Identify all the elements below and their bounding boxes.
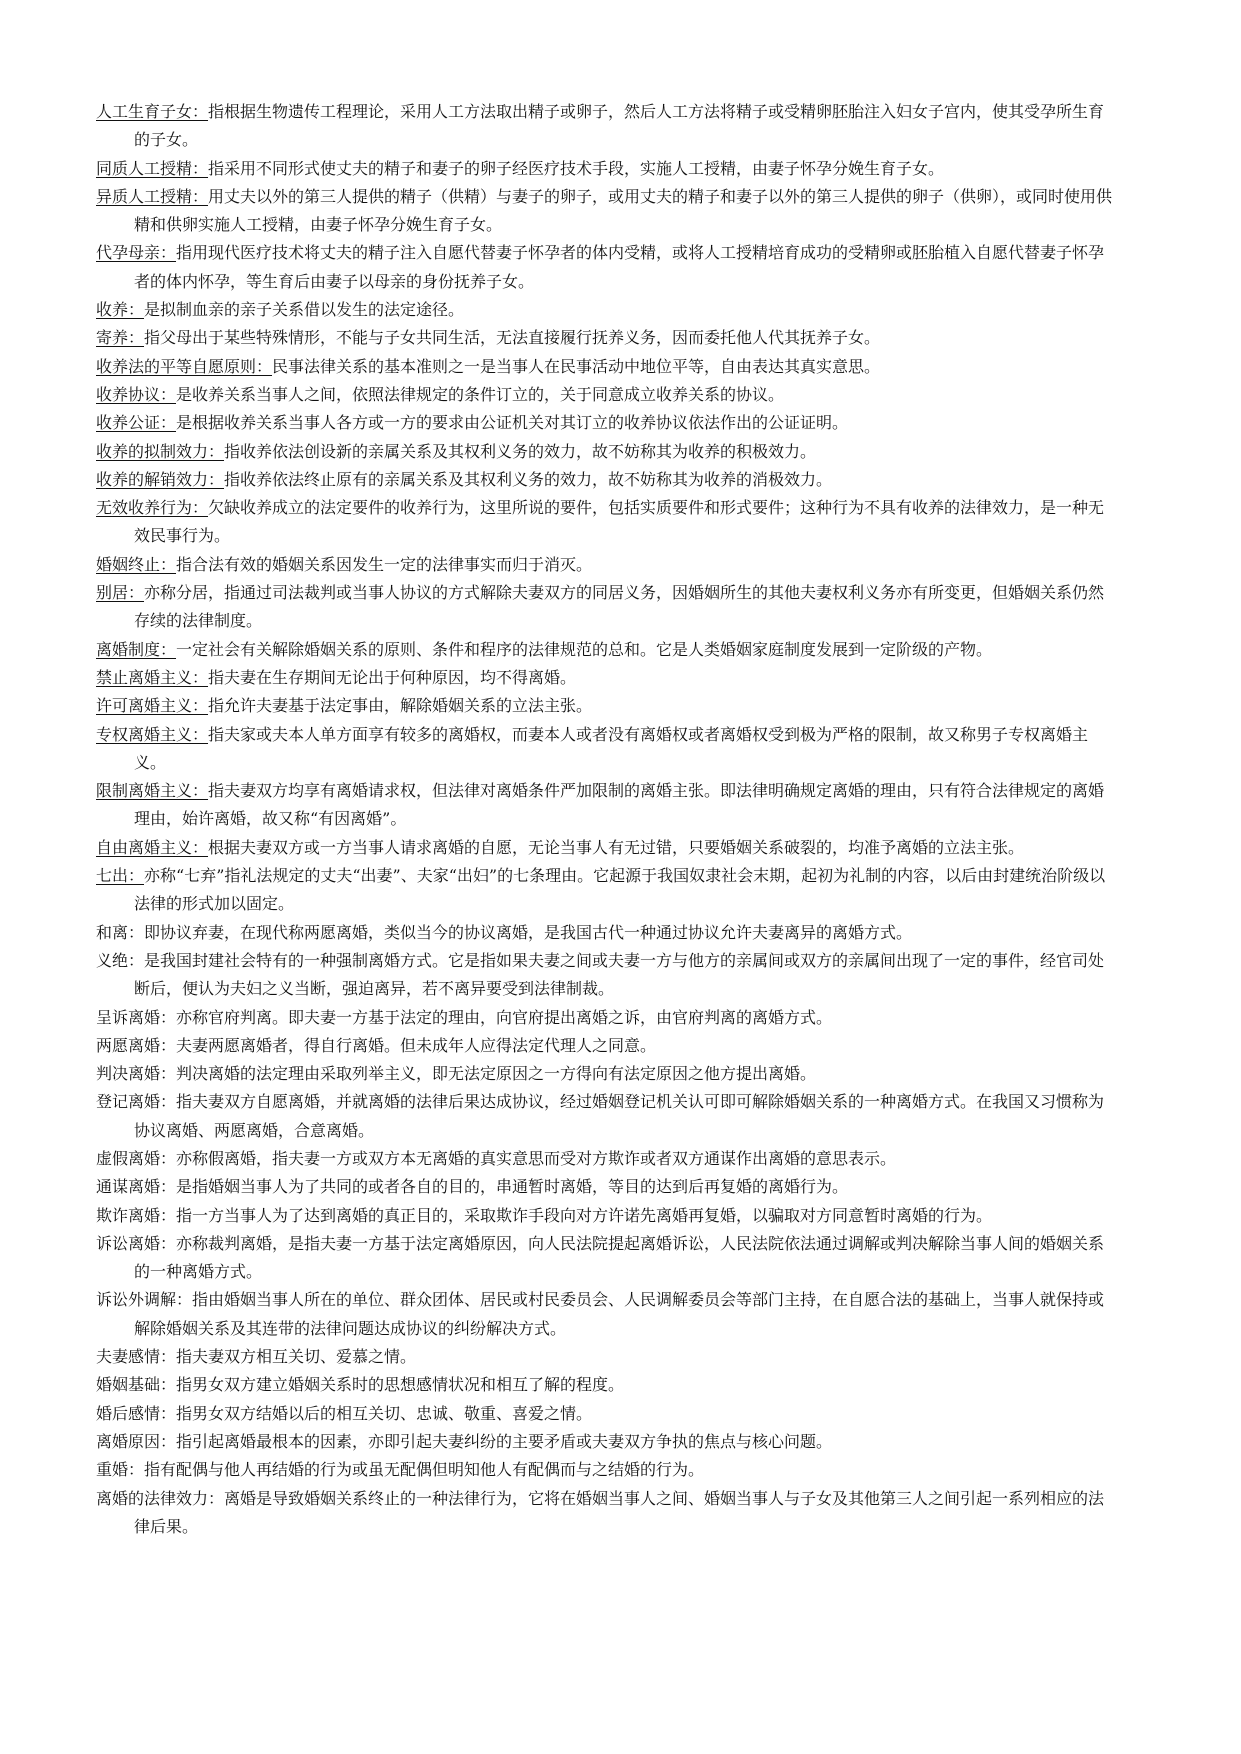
entry-definition: 根据夫妻双方或一方当事人请求离婚的自愿，无论当事人有无过错，只要婚姻关系破裂的，均准予离婚的立法主张。 [208,837,1025,857]
entry-term: 诉讼离婚： [96,1233,177,1253]
entry-definition: 亦称分居，指通过司法裁判或当事人协议的方式解除夫妻双方的同居义务，因婚姻所生的其他夫妻权利义务亦有所变更，但婚姻关系仍然存续的法律制度。 [134,583,1105,631]
entry-term: 收养法的平等自愿原则： [96,356,273,376]
entry-term: 收养的拟制效力： [96,441,225,461]
entry-term: 婚后感情： [96,1403,177,1423]
entry-definition: 判决离婚的法定理由采取列举主义，即无法定原因之一方得向有法定原因之他方提出离婚。 [176,1064,817,1084]
entry-definition: 一定社会有关解除婚姻关系的原则、条件和程序的法律规范的总和。它是人类婚姻家庭制度发展到一定阶级的产物。 [176,639,993,659]
glossary-entry [96,1400,1116,1428]
entry-term: 通谋离婚： [96,1177,177,1197]
entry-definition: 指夫妻双方相互关切、爱慕之情。 [176,1347,417,1367]
glossary-list [96,98,1116,1541]
entry-term: 诉讼外调解： [96,1290,193,1310]
entry-term: 限制离婚主义： [96,781,209,801]
entry-term: 别居： [96,583,145,603]
entry-definition: 指一方当事人为了达到离婚的真正目的，采取欺诈手段向对方许诺先离婚再复婚，以骗取对方同意暂时离婚的行为。 [176,1205,993,1225]
entry-definition: 指收养依法终止原有的亲属关系及其权利义务的效力，故不妨称其为收养的消极效力。 [224,469,833,489]
glossary-entry [96,409,1116,437]
entry-term: 夫妻感情： [96,1347,177,1367]
entry-definition: 是指婚姻当事人为了共同的或者各自的目的，串通暂时离婚，等目的达到后再复婚的离婚行为。 [176,1177,849,1197]
entry-term: 收养协议： [96,384,177,404]
entry-term: 虚假离婚： [96,1148,177,1168]
glossary-entry [96,1088,1116,1145]
glossary-entry [96,324,1116,352]
entry-term: 两愿离婚： [96,1035,177,1055]
entry-term: 人工生育子女： [96,102,209,121]
entry-definition: 指根据生物遗传工程理论，采用人工方法取出精子或卵子，然后人工方法将精子或受精卵胚胎注入妇女子宫内，使其受孕所生育的子女。 [134,102,1105,150]
glossary-entry [96,494,1116,551]
glossary-entry [96,664,1116,692]
glossary-entry [96,296,1116,324]
glossary-entry [96,353,1116,381]
entry-definition: 指夫家或夫本人单方面享有较多的离婚权，而妻本人或者没有离婚权或者离婚权受到极为严格的限制，故又称男子专权离婚主义。 [134,724,1089,772]
entry-term: 和离： [96,922,145,942]
entry-definition: 离婚是导致婚姻关系终止的一种法律行为，它将在婚姻当事人之间、婚姻当事人与子女及其他第三人之间引起一系列相应的法律后果。 [134,1488,1105,1536]
entry-term: 寄养： [96,328,145,348]
entry-definition: 指收养依法创设新的亲属关系及其权利义务的效力，故不妨称其为收养的积极效力。 [224,441,817,461]
glossary-entry [96,1032,1116,1060]
glossary-entry [96,1004,1116,1032]
glossary-entry [96,466,1116,494]
entry-definition: 指引起离婚最根本的因素，亦即引起夫妻纠纷的主要矛盾或夫妻双方争执的焦点与核心问题。 [176,1431,833,1451]
entry-term: 收养： [96,300,145,320]
glossary-entry [96,155,1116,183]
entry-term: 异质人工授精： [96,186,209,206]
entry-definition: 是拟制血亲的亲子关系借以发生的法定途径。 [144,300,465,320]
entry-definition: 亦称“七弃”指礼法规定的丈夫“出妻”、夫家“出妇”的七条理由。它起源于我国奴隶社会末期，起初为礼制的内容，以后由封建统治阶级以法律的形式加以固定。 [134,866,1106,914]
entry-definition: 是我国封建社会特有的一种强制离婚方式。它是指如果夫妻之间或夫妻一方与他方的亲属间或双方的亲属间出现了一定的事件，经官司处断后，便认为夫妇之义当断，强迫离异，若不离异要受到法律制裁。 [134,950,1105,999]
entry-definition: 是收养关系当事人之间，依照法律规定的条件订立的，关于同意成立收养关系的协议。 [176,384,785,404]
entry-definition: 指男女双方结婚以后的相互关切、忠诚、敬重、喜爱之情。 [176,1403,593,1423]
entry-term: 重婚： [96,1460,145,1480]
entry-definition: 民事法律关系的基本准则之一是当事人在民事活动中地位平等，自由表达其真实意思。 [272,356,881,376]
glossary-entry [96,1145,1116,1173]
entry-definition: 用丈夫以外的第三人提供的精子（供精）与妻子的卵子，或用丈夫的精子和妻子以外的第三人提供的卵子（供卵），或同时使用供精和供卵实施人工授精，由妻子怀孕分娩生育子女。 [134,186,1113,235]
entry-term: 许可离婚主义： [96,696,209,716]
glossary-entry [96,1428,1116,1456]
entry-definition: 欠缺收养成立的法定要件的收养行为，这里所说的要件，包括实质要件和形式要件；这种行为不具有收养的法律效力，是一种无效民事行为。 [134,498,1105,546]
glossary-entry [96,862,1116,919]
entry-term: 同质人工授精： [96,158,209,178]
glossary-entry [96,1485,1116,1542]
entry-term: 离婚的法律效力： [96,1488,225,1508]
glossary-entry [96,239,1116,296]
glossary-entry [96,183,1116,240]
entry-definition: 指夫妻双方自愿离婚，并就离婚的法律后果达成协议，经过婚姻登记机关认可即可解除婚姻关系的一种离婚方式。在我国又习惯称为协议离婚、两愿离婚，合意离婚。 [134,1092,1105,1140]
entry-term: 义绝： [96,950,145,970]
glossary-entry [96,1173,1116,1201]
entry-term: 离婚原因： [96,1431,177,1451]
entry-term: 代孕母亲： [96,243,177,263]
glossary-entry [96,438,1116,466]
glossary-entry [96,1202,1116,1230]
entry-term: 自由离婚主义： [96,837,209,857]
entry-term: 禁止离婚主义： [96,667,209,687]
entry-definition: 指由婚姻当事人所在的单位、群众团体、居民或村民委员会、人民调解委员会等部门主持，在自愿合法的基础上，当事人就保持或解除婚姻关系及其连带的法律问题达成协议的纠纷解决方式。 [134,1290,1105,1338]
glossary-entry [96,551,1116,579]
entry-term: 无效收养行为： [96,498,209,518]
entry-term: 婚姻基础： [96,1375,177,1395]
entry-definition: 亦称假离婚，指夫妻一方或双方本无离婚的真实意思而受对方欺诈或者双方通谋作出离婚的意思表示。 [176,1148,897,1168]
glossary-entry [96,579,1116,636]
entry-definition: 亦称裁判离婚，是指夫妻一方基于法定离婚原因，向人民法院提起离婚诉讼，人民法院依法通过调解或判决解除当事人间的婚姻关系的一种离婚方式。 [134,1233,1105,1282]
entry-term: 判决离婚： [96,1064,177,1084]
glossary-entry [96,721,1116,778]
entry-term: 呈诉离婚： [96,1007,177,1027]
entry-term: 收养公证： [96,413,177,433]
glossary-entry [96,1343,1116,1371]
glossary-entry [96,1456,1116,1484]
entry-term: 七出： [96,866,145,886]
entry-definition: 指合法有效的婚姻关系因发生一定的法律事实而归于消灭。 [176,554,593,574]
entry-definition: 夫妻两愿离婚者，得自行离婚。但未成年人应得法定代理人之同意。 [176,1035,657,1055]
glossary-entry [96,919,1116,947]
entry-definition: 指用现代医疗技术将丈夫的精子注入自愿代替妻子怀孕者的体内受精，或将人工授精培育成功的受精卵或胚胎植入自愿代替妻子怀孕者的体内怀孕，等生育后由妻子以母亲的身份抚养子女。 [134,243,1105,291]
glossary-entry [96,1060,1116,1088]
entry-term: 收养的解销效力： [96,469,225,489]
entry-definition: 亦称官府判离。即夫妻一方基于法定的理由，向官府提出离婚之诉，由官府判离的离婚方式。 [176,1007,833,1027]
entry-term: 欺诈离婚： [96,1205,177,1225]
glossary-entry [96,947,1116,1004]
glossary-entry [96,834,1116,862]
glossary-entry [96,1371,1116,1399]
entry-definition: 即协议弃妻，在现代称两愿离婚，类似当今的协议离婚，是我国古代一种通过协议允许夫妻离异的离婚方式。 [144,922,913,942]
entry-definition: 指有配偶与他人再结婚的行为或虽无配偶但明知他人有配偶而与之结婚的行为。 [144,1460,705,1480]
entry-term: 专权离婚主义： [96,724,209,744]
entry-term: 登记离婚： [96,1092,177,1112]
entry-term: 离婚制度： [96,639,177,659]
entry-definition: 指采用不同形式使丈夫的精子和妻子的卵子经医疗技术手段，实施人工授精，由妻子怀孕分娩生育子女。 [208,158,945,178]
document-page [96,98,1116,1541]
glossary-entry [96,381,1116,409]
glossary-entry [96,636,1116,664]
entry-definition: 指夫妻双方均享有离婚请求权，但法律对离婚条件严加限制的离婚主张。即法律明确规定离婚的理由，只有符合法律规定的离婚理由，始许离婚，故又称“有因离婚”。 [134,781,1105,829]
entry-definition: 是根据收养关系当事人各方或一方的要求由公证机关对其订立的收养协议依法作出的公证证明。 [176,413,849,433]
entry-term: 婚姻终止： [96,554,177,574]
glossary-entry [96,1286,1116,1343]
entry-definition: 指男女双方建立婚姻关系时的思想感情状况和相互了解的程度。 [176,1375,625,1395]
glossary-entry [96,777,1116,834]
glossary-entry [96,98,1116,155]
entry-definition: 指夫妻在生存期间无论出于何种原因，均不得离婚。 [208,667,577,687]
glossary-entry [96,692,1116,720]
entry-definition: 指父母出于某些特殊情形，不能与子女共同生活，无法直接履行抚养义务，因而委托他人代其抚养子女。 [144,328,881,348]
glossary-entry [96,1230,1116,1287]
entry-definition: 指允许夫妻基于法定事由，解除婚姻关系的立法主张。 [208,696,593,716]
